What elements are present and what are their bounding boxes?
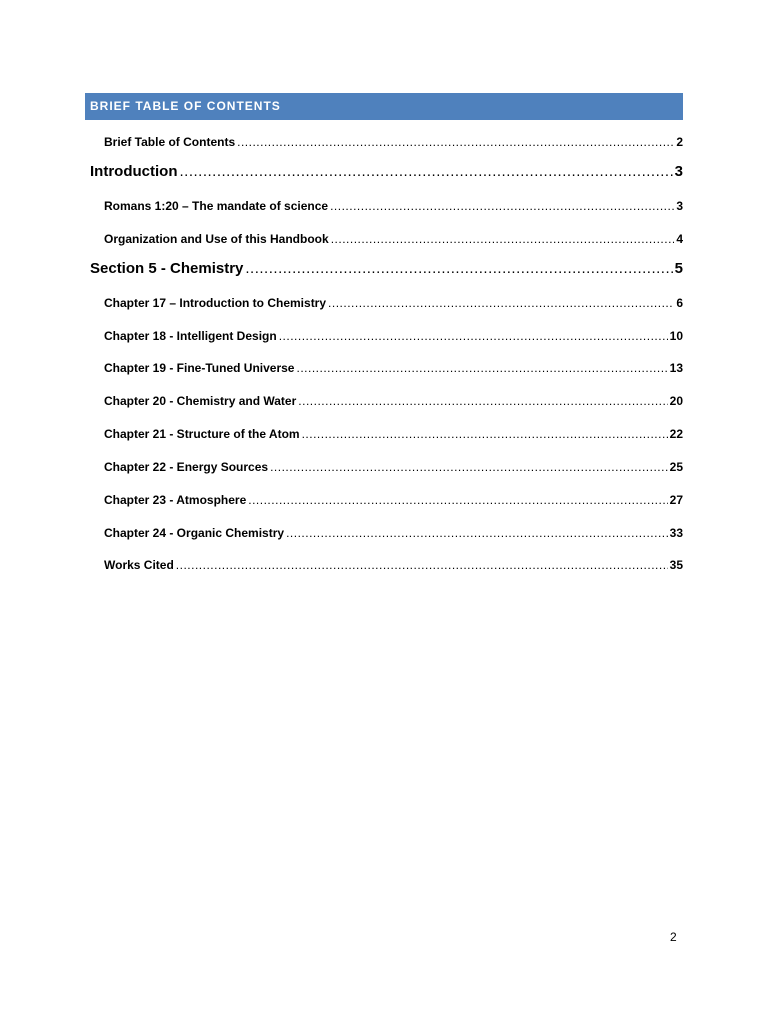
toc-entry-works-cited[interactable]	[104, 558, 683, 572]
toc-entry-page: 3	[674, 163, 683, 180]
toc-dot-leader	[179, 163, 672, 180]
toc-entry-page: 5	[674, 260, 683, 277]
toc-entry-label: Chapter 24 - Organic Chemistry	[104, 526, 285, 540]
toc-dot-leader	[331, 232, 675, 246]
toc-entry-label: Chapter 18 - Intelligent Design	[104, 329, 277, 343]
toc-dot-leader	[328, 296, 674, 310]
toc-entry-chapter-19[interactable]	[104, 361, 683, 375]
toc-entry-romans-mandate-of-science[interactable]	[104, 199, 683, 213]
toc-entry-organization-and-use[interactable]	[104, 232, 683, 246]
toc-entry-page: 20	[669, 394, 683, 408]
toc-entry-page: 22	[669, 427, 683, 441]
toc-entry-page: 25	[669, 460, 683, 474]
toc-entry-label: Works Cited	[104, 558, 174, 572]
toc-entry-chapter-22[interactable]	[104, 460, 683, 474]
toc-entry-chapter-24[interactable]	[104, 526, 683, 540]
toc-entry-label: Section 5 - Chemistry	[90, 260, 244, 277]
toc-dot-leader	[270, 460, 668, 474]
toc-entry-page: 2	[676, 135, 683, 149]
toc-entry-page: 10	[669, 329, 683, 343]
toc-dot-leader	[298, 394, 667, 408]
toc-entry-label: Chapter 23 - Atmosphere	[104, 493, 247, 507]
toc-entry-page: 33	[669, 526, 683, 540]
toc-entry-label: Chapter 20 - Chemistry and Water	[104, 394, 297, 408]
toc-entry-label: Introduction	[90, 163, 178, 180]
toc-entry-label: Brief Table of Contents	[104, 135, 236, 149]
toc-heading: BRIEF TABLE OF CONTENTS	[85, 93, 683, 120]
toc-dot-leader	[248, 493, 667, 507]
toc-dot-leader	[176, 558, 668, 572]
toc-entry-label: Romans 1:20 – The mandate of science	[104, 199, 329, 213]
toc-entry-chapter-20[interactable]	[104, 394, 683, 408]
toc-entry-page: 6	[676, 296, 683, 310]
toc-entry-label: Chapter 19 - Fine-Tuned Universe	[104, 361, 295, 375]
toc-entry-introduction[interactable]	[90, 163, 683, 180]
toc-entry-label: Chapter 21 - Structure of the Atom	[104, 427, 300, 441]
toc-dot-leader	[302, 427, 668, 441]
toc-dot-leader	[279, 329, 668, 343]
toc-dot-leader	[330, 199, 674, 213]
toc-entry-label: Chapter 22 - Energy Sources	[104, 460, 269, 474]
toc-dot-leader	[237, 135, 674, 149]
toc-dot-leader	[286, 526, 668, 540]
toc-entry-page: 13	[669, 361, 683, 375]
toc-entry-chapter-21[interactable]	[104, 427, 683, 441]
toc-entry-chapter-23[interactable]	[104, 493, 683, 507]
toc-entry-page: 4	[676, 232, 683, 246]
toc-entry-label: Chapter 17 – Introduction to Chemistry	[104, 296, 327, 310]
page-number: 2	[670, 930, 677, 944]
toc-entry-page: 27	[669, 493, 683, 507]
toc-entry-label: Organization and Use of this Handbook	[104, 232, 329, 246]
toc-dot-leader	[245, 260, 672, 277]
toc-entry-chapter-18[interactable]	[104, 329, 683, 343]
toc-entry-brief-table-of-contents[interactable]	[104, 135, 683, 149]
toc-entry-section-5-chemistry[interactable]	[90, 260, 683, 277]
toc-dot-leader	[296, 361, 667, 375]
toc-entry-chapter-17[interactable]	[104, 296, 683, 310]
toc-entry-page: 3	[676, 199, 683, 213]
toc-entry-page: 35	[669, 558, 683, 572]
